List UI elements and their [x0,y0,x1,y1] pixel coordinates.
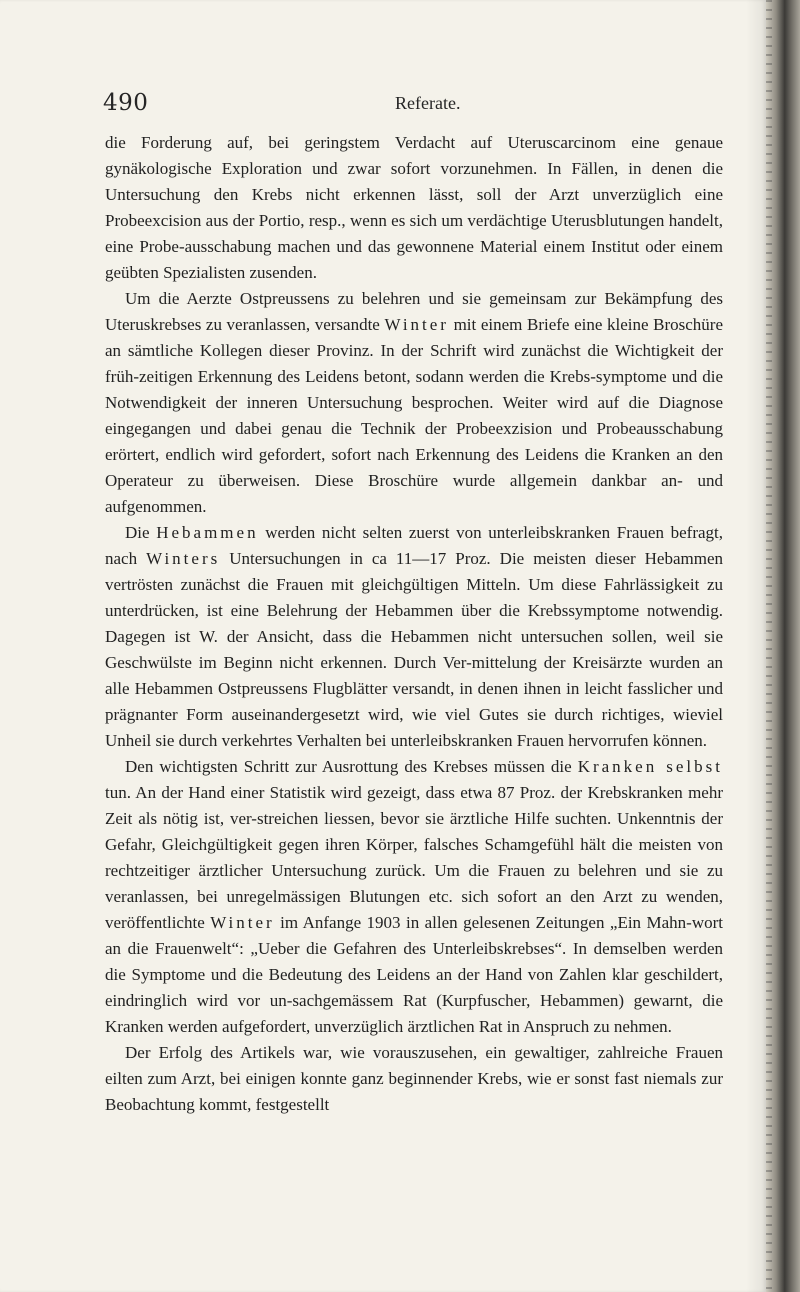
spaced-name: Hebammen [156,523,259,542]
page-number: 490 [103,90,149,116]
paragraph [105,520,723,754]
paragraph-text: mit einem Briefe eine kleine Broschüre an sämtliche Kollegen dieser Provinz. In der Schrift wird zunächst die Wichtigkeit der früh-zeitigen Erkennung des Leidens betont, sodann werden die Krebs-symptome und die Notwendigkeit der inneren Untersuchung besprochen. Weiter wird auf die Diagnose eingegangen und dabei genau die Technik der Probeexzision und Probeausschabung erörtert, endlich wird gefordert, sofort nach Erkennung des Leidens die Kranken an den Operateur zu überweisen. Diese Broschüre wurde allgemein dankbar an- und aufgenommen. [105,315,723,516]
paragraph-text: Der Erfolg des Artikels war, wie vorauszusehen, ein gewaltiger, zahlreiche Frauen eilten zum Arzt, bei einigen konnte ganz beginnender Krebs, wie er sonst fast niemals zur Beobachtung kommt, festgestellt [105,1043,723,1114]
page-header [103,90,703,120]
paragraph [105,130,723,286]
gutter-shadow [746,0,766,1292]
body-text [105,130,723,1118]
paragraph-text: Die [125,523,157,542]
paragraph-text: werden nicht selten zuerst von unterleibskranken Frauen befragt, nach [105,523,724,568]
paragraph-text: die Forderung auf, bei geringstem Verdacht auf Uteruscarcinom eine genaue gynäkologische Exploration und zwar sofort vorzunehmen. In Fällen, in denen die Untersuchung den Krebs nicht erkennen lässt, soll der Arzt unverzüglich eine Probeexcision aus der Portio, resp., wenn es sich um verdächtige Uterusblutungen handelt, eine Probe-ausschabung machen und das gewonnene Material einem Institut oder einem geübten Spezialisten zusenden. [105,133,723,282]
paragraph-text: Um die Aerzte Ostpreussens zu belehren und sie gemeinsam zur Bekämpfung des Uteruskrebses zu veranlassen, versandte [105,289,723,334]
adjacent-page-binding [766,0,800,1292]
paragraph [105,754,723,1040]
binding-edge [766,0,772,1292]
paragraph-text: tun. An der Hand einer Statistik wird gezeigt, dass etwa 87 Proz. der Krebskranken mehr Zeit als nötig ist, ver-streichen liessen, bevor sie ärztliche Hilfe suchten. Unkenntnis der Gefahr, Gleichgültigkeit gegen ihren Körper, falsches Schamgefühl hält die meisten von rechtzeitiger ärztlicher Untersuchung zurück. Um die Frauen zu belehren und sie zu veranlassen, bei unregelmässigen Blutungen etc. sich sofort an den Arzt zu wenden, veröffentlichte [105,783,723,932]
paragraph [105,1040,723,1118]
spaced-name: Winter [210,913,275,932]
paragraph-text: Untersuchungen in ca 11—17 Proz. Die meisten dieser Hebammen vertrösten zunächst die Frauen mit gleichgültigen Mitteln. Um diese Fahrlässigkeit zu unterdrücken, ist eine Belehrung der Hebammen über die Krebssymptome notwendig. Dagegen ist W. der Ansicht, dass die Hebammen nicht untersuchen sollen, weil sie Geschwülste im Beginn nicht erkennen. Durch Ver-mittelung der Kreisärzte wurden an alle Hebammen Ostpreussens Flugblätter versandt, in denen ihnen in leicht fasslicher und prägnanter Form auseinandergesetzt wird, wie viel Gutes sie durch richtiges, wieviel Unheil sie durch verkehrtes Verhalten bei unterleibskranken Frauen hervorrufen können. [105,549,724,750]
paragraph-text: im Anfange 1903 in allen gelesenen Zeitungen „Ein Mahn-wort an die Frauenwelt“: „Ueber die Gefahren des Unterleibskrebses“. In demselben werden die Symptome und die Bedeutung des Leidens an der Hand von Zahlen klar geschildert, eindringlich wird vor un-sachgemässem Rat (Kurpfuscher, Hebammen) gewarnt, die Kranken werden aufgefordert, unverzüglich ärztlichen Rat in Anspruch zu nehmen. [105,913,723,1036]
spaced-name: Winters [146,549,221,568]
spaced-name: Winter [384,315,449,334]
running-head: Referate. [395,93,461,113]
paragraph [105,286,723,520]
spaced-name: Kranken selbst [577,757,723,776]
paragraph-text: Den wichtigsten Schritt zur Ausrottung des Krebses müssen die [125,757,578,776]
